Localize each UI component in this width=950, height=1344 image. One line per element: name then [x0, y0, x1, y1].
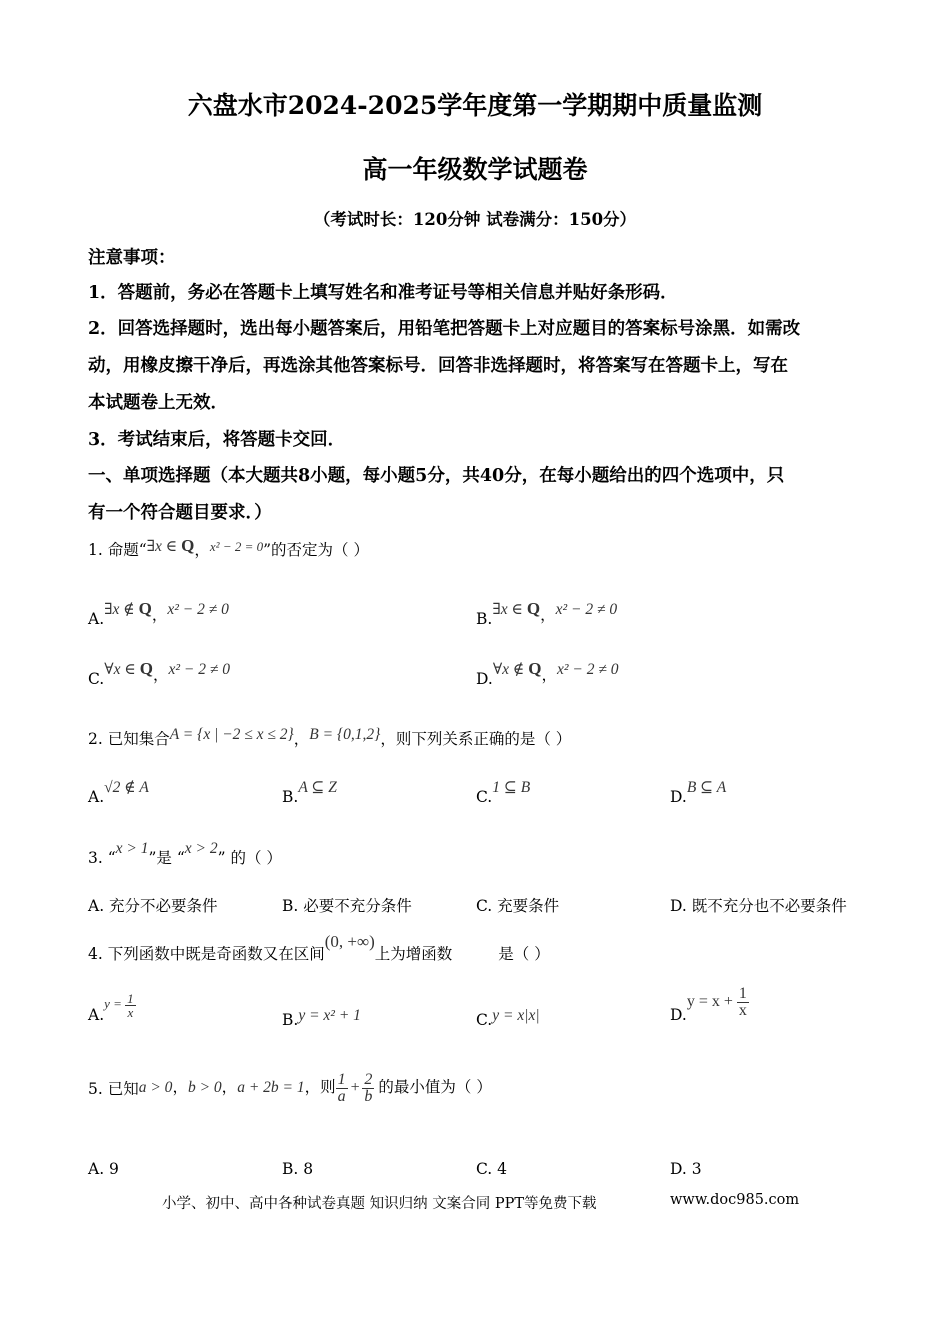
q1-option-a-sep: ， — [151, 606, 168, 624]
q4-option-a-label: A. — [88, 1006, 105, 1025]
footer-text: 小学、初中、高中各种试卷真题 知识归纳 文案合同 PPT等免费下载 — [162, 1196, 597, 1212]
q3-suffix: ” 的（ ） — [217, 849, 282, 867]
q1-option-c-set: Q — [139, 659, 153, 678]
q4-interval: (0, +∞) — [324, 932, 375, 951]
q4-option-c-label: C. — [476, 1011, 493, 1029]
q1-option-a — [88, 597, 229, 628]
question-4 — [88, 930, 550, 963]
q1-option-a-label: A. — [88, 610, 105, 628]
q3-option-a: A. 充分不必要条件 — [88, 897, 218, 915]
q3-condition-1: x > 1 — [115, 840, 149, 857]
note-3: 3．考试结束后，将答题卡交回． — [88, 430, 346, 450]
q2-prefix: 2. 已知集合 — [88, 730, 170, 748]
q1-option-a-math — [104, 601, 152, 618]
q5-fraction-1 — [336, 1072, 348, 1105]
q5-fraction-1-numerator: 1 — [337, 1071, 346, 1088]
q4-prefix: 4. 下列函数中既是奇函数又在区间 — [88, 945, 325, 963]
q3-prefix: 3. “ — [88, 849, 116, 867]
q5-fraction-2-numerator: 2 — [364, 1071, 373, 1088]
q1-option-b-set: Q — [526, 599, 541, 618]
q5-suffix: 的最小值为（ ） — [378, 1078, 492, 1097]
q1-option-a-m1: ∃x ∉ — [104, 601, 139, 618]
q1-option-b-m1: ∃x ∈ — [492, 601, 527, 618]
q4-option-c — [476, 1006, 540, 1029]
q4-option-d-math — [686, 985, 749, 1019]
q1-option-d-sep: ， — [541, 666, 558, 684]
q1-option-c-m2: x² − 2 ≠ 0 — [168, 661, 230, 678]
q1-math-1-text: ∃x ∈ — [146, 538, 182, 555]
q4-option-a — [88, 991, 136, 1025]
note-1: 1．答题前，务必在答题卡上填写姓名和准考证号等相关信息并贴好条形码． — [88, 283, 678, 303]
q5-option-c: C. 4 — [476, 1160, 508, 1178]
question-2 — [88, 722, 572, 748]
q2-option-b-math: A ⊆ Z — [298, 779, 337, 796]
q1-option-c — [88, 657, 230, 688]
q5-condition-b: b > 0 — [187, 1079, 222, 1097]
q2-set-a: A = {x | −2 ≤ x ≤ 2} — [169, 726, 294, 743]
q4-option-a-math — [104, 991, 136, 1020]
q1-option-c-label: C. — [88, 670, 105, 688]
q5-prefix: 5. 已知 — [88, 1080, 139, 1099]
q5-sep-1: ， — [172, 1078, 188, 1097]
q1-math-1 — [147, 538, 195, 555]
q1-math-1-set: Q — [181, 536, 195, 555]
q4-option-a-denominator: x — [127, 1005, 134, 1020]
page-subtitle: 高一年级数学试题卷 — [362, 155, 588, 184]
q2-option-a-math: √2 ∉ A — [104, 779, 149, 796]
q4-option-b — [282, 1006, 361, 1029]
section-heading-line-2: 有一个符合题目要求．） — [88, 503, 272, 523]
q3-option-d: D. 既不充分也不必要条件 — [670, 897, 847, 915]
q2-option-a-label: A. — [88, 788, 105, 806]
q1-option-d-label: D. — [476, 670, 493, 688]
question-3 — [88, 836, 282, 867]
question-1 — [88, 538, 369, 560]
q2-option-c — [476, 778, 531, 806]
q3-option-b: B. 必要不充分条件 — [282, 897, 412, 915]
q1-option-b — [476, 597, 618, 628]
q4-option-a-pre: y = — [104, 996, 126, 1012]
q1-option-d — [476, 657, 619, 688]
q2-option-a — [88, 778, 149, 806]
q1-option-b-m2: x² − 2 ≠ 0 — [555, 601, 618, 618]
q1-option-c-sep: ， — [152, 666, 169, 684]
q1-option-b-math — [492, 601, 540, 618]
q2-option-d-math: B ⊆ A — [686, 779, 727, 796]
q4-option-b-label: B. — [282, 1011, 299, 1029]
q4-suffix: 上为增函数 — [374, 945, 453, 963]
q2-option-c-math: 1 ⊆ B — [492, 779, 531, 796]
q5-plus: + — [349, 1079, 361, 1097]
q2-option-d-label: D. — [670, 788, 687, 806]
note-2-line-1: 2．回答选择题时，选出每小题答案后，用铅笔把答题卡上对应题目的答案标号涂黑．如需改 — [88, 319, 801, 339]
q5-option-a: A. 9 — [88, 1160, 119, 1178]
q4-option-d-pre: y = x + — [686, 993, 737, 1011]
q1-option-b-label: B. — [476, 610, 493, 628]
q1-option-c-math — [104, 661, 153, 678]
q3-mid: ”是 “ — [148, 849, 185, 867]
q5-fraction-1-denominator: a — [337, 1088, 346, 1105]
q5-option-d: D. 3 — [670, 1160, 702, 1178]
q4-option-a-numerator: 1 — [127, 991, 134, 1006]
q4-option-d-label: D. — [670, 1006, 687, 1025]
q4-option-d-denominator: x — [738, 1002, 747, 1019]
notes-heading: 注意事项： — [88, 248, 176, 268]
q2-option-b-label: B. — [282, 788, 299, 806]
q2-set-b: B = {0,1,2} — [309, 726, 381, 743]
q4-option-b-math: y = x² + 1 — [298, 1007, 361, 1024]
q5-fraction-2-denominator: b — [364, 1088, 373, 1105]
section-heading-line-1: 一、单项选择题（本大题共8小题，每小题5分，共40分，在每小题给出的四个选项中，只 — [88, 466, 785, 486]
q5-option-b: B. 8 — [282, 1160, 314, 1178]
q1-option-a-m2: x² − 2 ≠ 0 — [167, 601, 229, 618]
q1-option-d-math — [493, 661, 542, 678]
note-2-line-2: 动，用橡皮擦干净后，再选涂其他答案标号．回答非选择题时，将答案写在答题卡上，写在 — [88, 356, 788, 376]
q1-option-d-set: Q — [528, 659, 542, 678]
q1-math-2: x² − 2 = 0 — [209, 539, 264, 554]
q5-condition-a: a > 0 — [138, 1079, 173, 1097]
q5-constraint: a + 2b = 1 — [237, 1079, 305, 1097]
q3-option-c: C. 充要条件 — [476, 897, 560, 915]
q1-option-d-m1: ∀x ∉ — [492, 661, 529, 678]
q3-condition-2: x > 2 — [184, 840, 218, 857]
q2-option-c-label: C. — [476, 788, 493, 806]
page-title: 六盘水市2024-2025学年度第一学期期中质量监测 — [187, 91, 763, 120]
q1-suffix: ”的否定为（ ） — [263, 541, 369, 559]
q4-option-d — [670, 985, 749, 1025]
q1-option-b-sep: ， — [540, 606, 556, 624]
q2-suffix: ，则下列关系正确的是（ ） — [380, 730, 572, 748]
q4-option-d-numerator: 1 — [738, 985, 747, 1002]
q4-tail: 是（ ） — [498, 945, 550, 963]
q1-option-d-m2: x² − 2 ≠ 0 — [557, 661, 619, 678]
q1-option-c-m1: ∀x ∈ — [104, 661, 140, 678]
exam-info: （考试时长：120分钟 试卷满分：150分） — [313, 210, 637, 229]
question-5 — [88, 1072, 492, 1105]
q1-option-a-set: Q — [138, 599, 152, 618]
q2-option-b — [282, 778, 337, 806]
q4-option-c-math: y = x|x| — [492, 1007, 540, 1024]
q5-fraction-2 — [362, 1072, 374, 1105]
q4-option-a-fraction — [125, 992, 136, 1019]
q5-expression — [336, 1071, 375, 1105]
q5-sep-2: ， — [221, 1078, 238, 1097]
footer-url[interactable]: www.doc985.com — [670, 1192, 800, 1208]
q1-prefix: 1. 命题“ — [88, 541, 147, 559]
q5-then: ，则 — [304, 1078, 336, 1097]
q1-sep: ， — [194, 541, 210, 559]
q2-option-d — [670, 778, 727, 806]
note-2-line-3: 本试题卷上无效． — [88, 393, 228, 413]
q2-sep: ， — [293, 730, 310, 748]
q4-option-d-fraction — [737, 986, 749, 1019]
